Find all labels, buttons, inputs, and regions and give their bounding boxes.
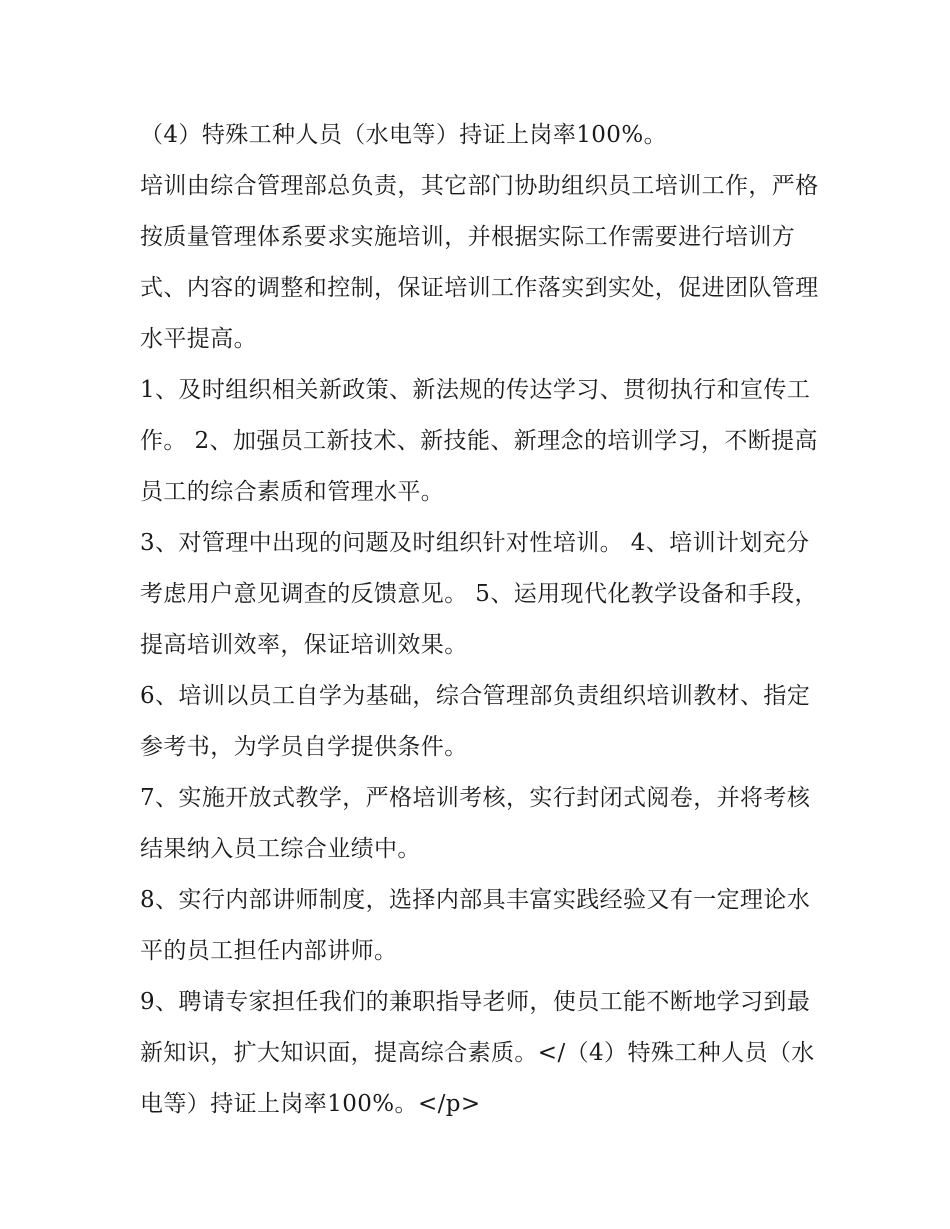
paragraph-training-overview: 培训由综合管理部总负责，其它部门协助组织员工培训工作，严格按质量管理体系要求实施培训，并根据实际工作需要进行培训方式、内容的调整和控制，保证培训工作落实到实处，促进团队管理水平提高。 <box>140 173 819 352</box>
paragraph-item-8: 8、实行内部讲师制度，选择内部具丰富实践经验又有一定理论水平的员工担任内部讲师。 <box>140 887 811 964</box>
paragraph-item-9: 9、聘请专家担任我们的兼职指导老师，使员工能不断地学习到最新知识，扩大知识面，提高综合素质。</（4）特殊工种人员（水电等）持证上岗率100%。</p> <box>140 989 815 1117</box>
paragraph-special-workers: （4）特殊工种人员（水电等）持证上岗率100%。 <box>140 122 667 148</box>
paragraph-items-3-5: 3、对管理中出现的问题及时组织针对性培训。 4、培训计划充分考虑用户意见调查的反馈意见。 5、运用现代化教学设备和手段，提高培训效率，保证培训效果。 <box>140 530 818 658</box>
document-body <box>140 110 820 1130</box>
paragraph-item-7: 7、实施开放式教学，严格培训考核，实行封闭式阅卷，并将考核结果纳入员工综合业绩中。 <box>140 785 811 862</box>
paragraph-items-1-2: 1、及时组织相关新政策、新法规的传达学习、贯彻执行和宣传工作。 2、加强员工新技术、新技能、新理念的培训学习，不断提高员工的综合素质和管理水平。 <box>140 377 818 505</box>
paragraph-item-6: 6、培训以员工自学为基础，综合管理部负责组织培训教材、指定参考书，为学员自学提供条件。 <box>140 683 811 760</box>
